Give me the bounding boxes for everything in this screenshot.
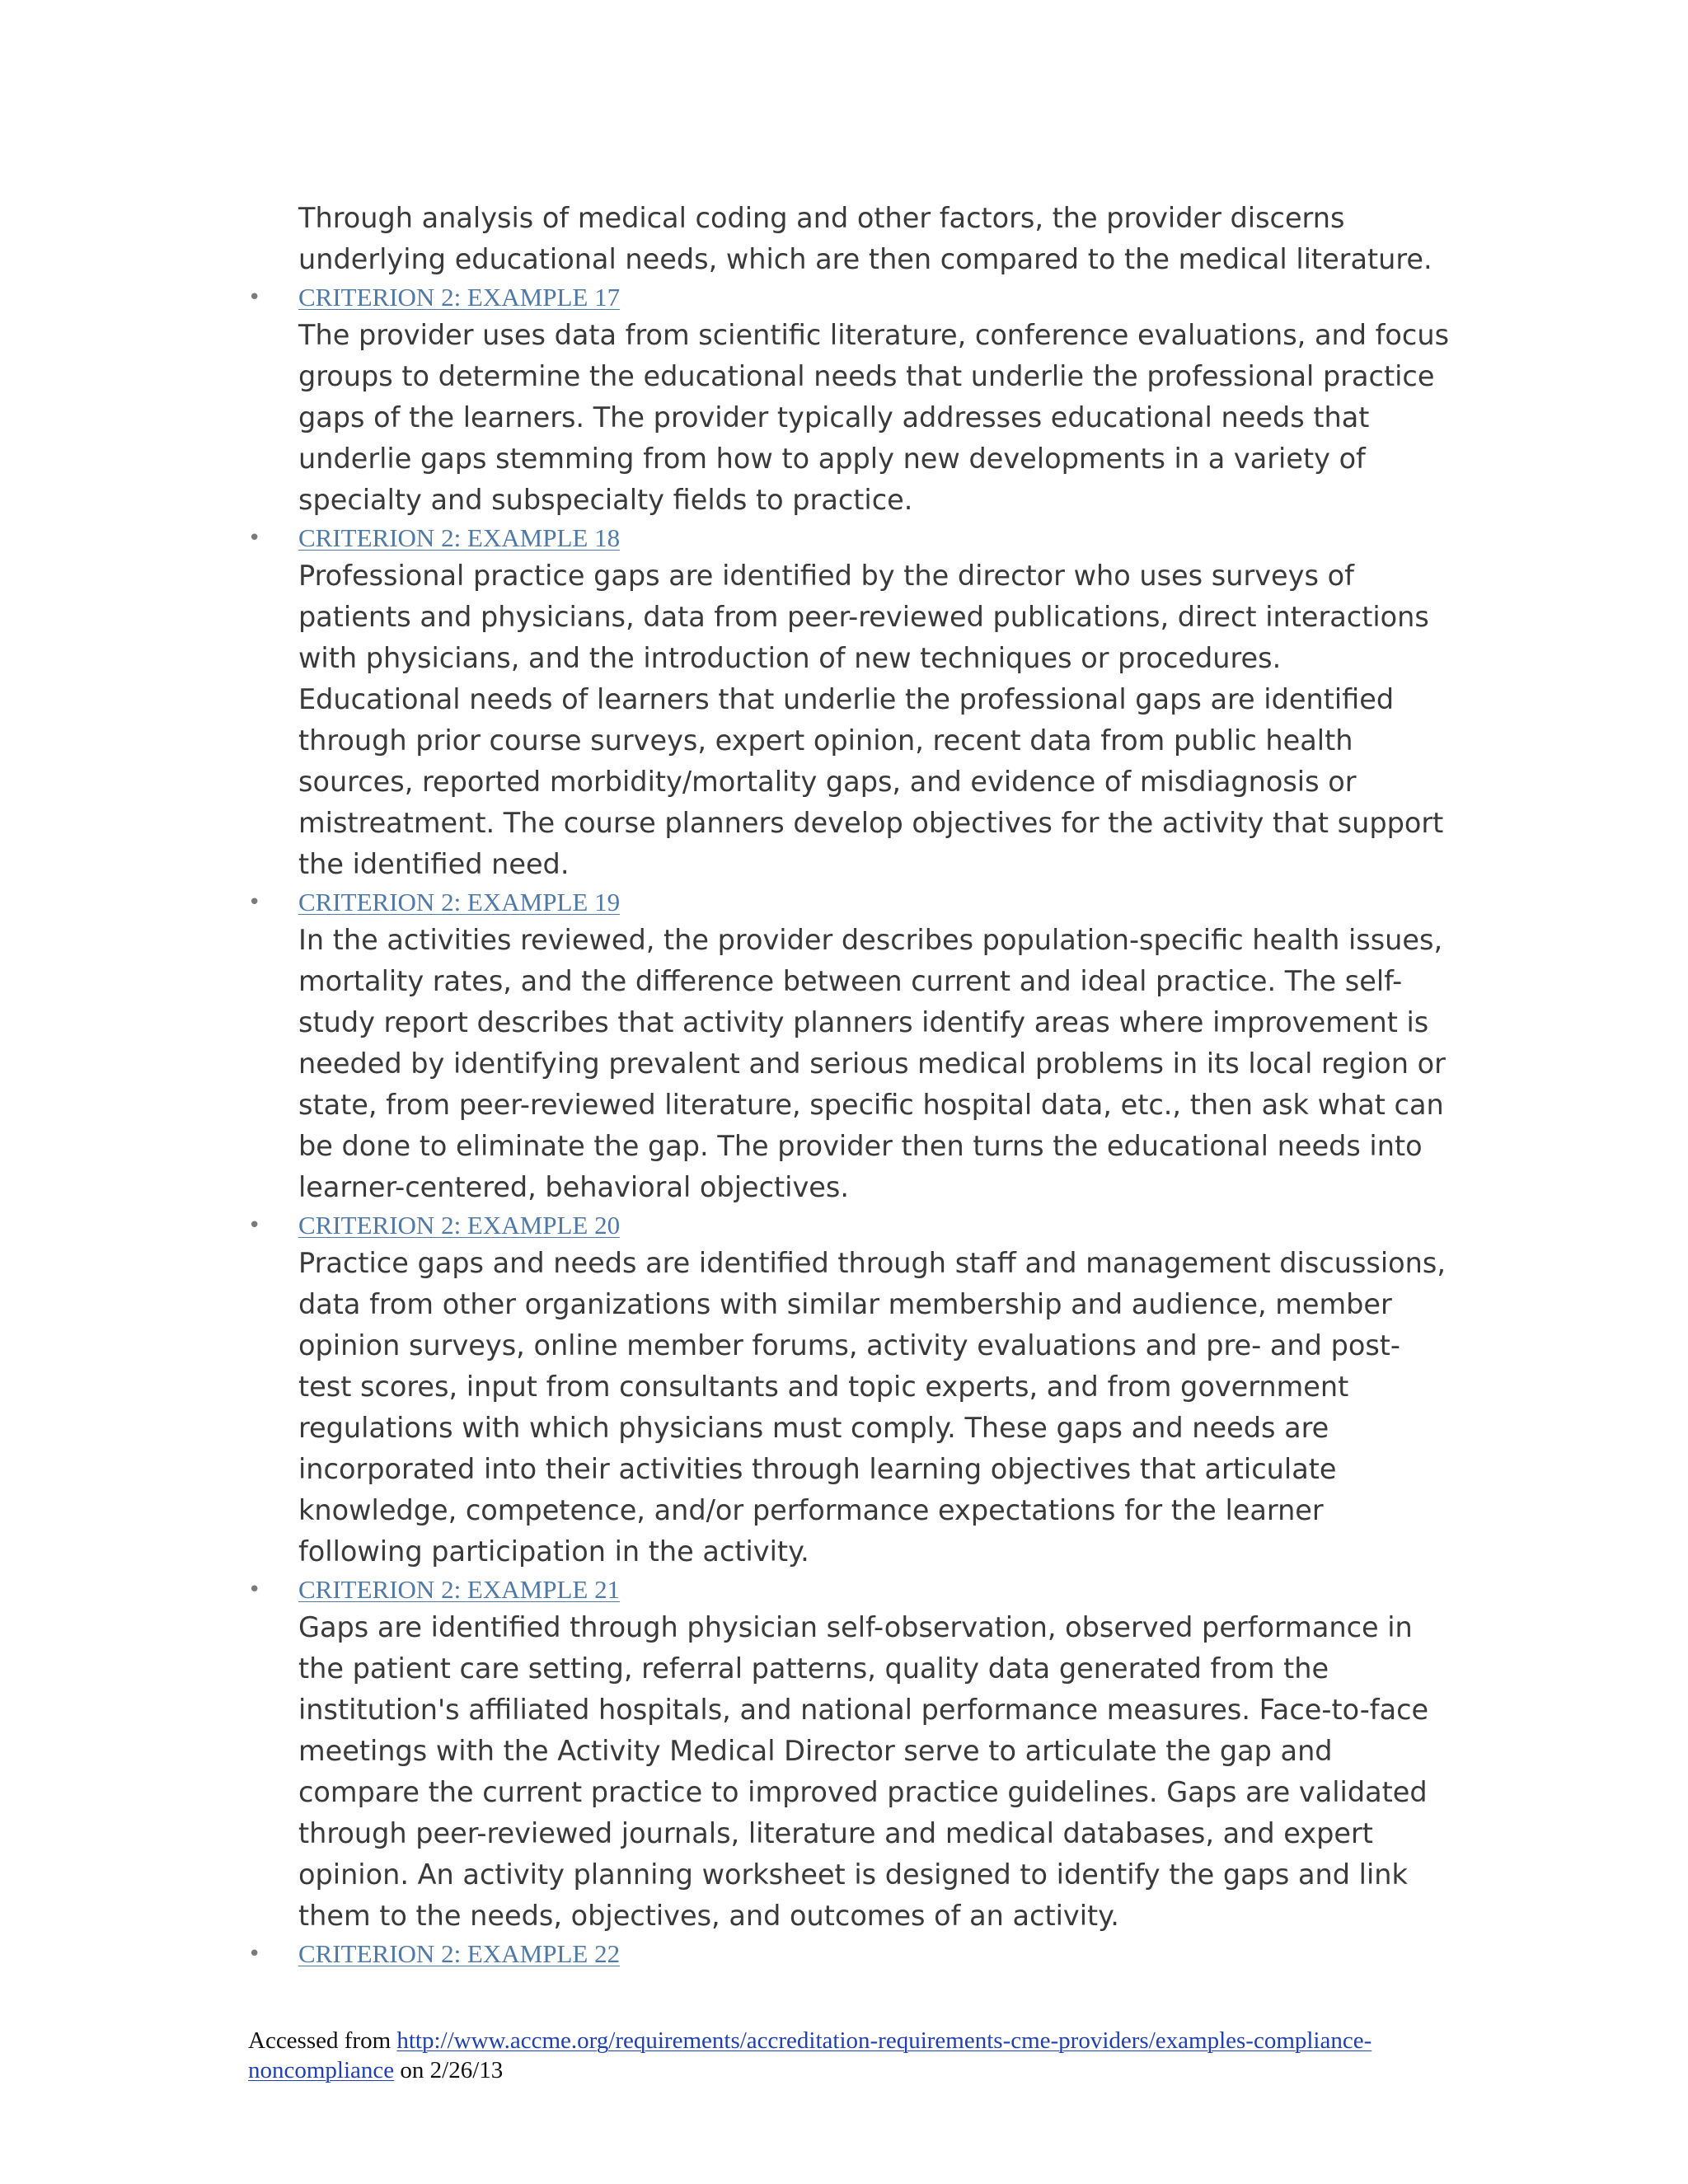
example-18-link[interactable]: CRITERION 2: EXAMPLE 18 (298, 523, 621, 552)
example-19-link[interactable]: CRITERION 2: EXAMPLE 19 (298, 888, 621, 916)
bullet-icon: • (248, 1213, 261, 1238)
examples-section (248, 198, 1451, 1971)
example-17-link[interactable]: CRITERION 2: EXAMPLE 17 (298, 283, 621, 312)
example-20-link[interactable]: CRITERION 2: EXAMPLE 20 (298, 1211, 621, 1240)
bullet-icon: • (248, 890, 261, 915)
bullet-icon: • (248, 1942, 261, 1966)
example-21-item (248, 1572, 1451, 1607)
example-21-description: Gaps are identified through physician self-observation, observed performance in the patient care setting, referral patterns, quality data generated from the institution's affiliated hospitals, and national performance measures. Face-to-face meetings with the Activity Medical Director serve to articulate the gap and compare the current practice to improved practice guidelines. Gaps are validated through peer-reviewed journals, literature and medical databases, and expert opinion. An activity planning worksheet is designed to identify the gaps and link them to the needs, objectives, and outcomes of an activity. (298, 1611, 1429, 1932)
example-17-description: The provider uses data from scientific literature, conference evaluations, and focus groups to determine the educational needs that underlie the professional practice gaps of the learners. The provider typically addresses educational needs that underlie gaps stemming from how to apply new developments in a variety of specialty and subspecialty fields to practice. (298, 319, 1450, 516)
footer-date: on 2/26/13 (394, 2057, 504, 2083)
bullet-icon: • (248, 526, 261, 551)
example-19-description: In the activities reviewed, the provider describes population-specific health issues, mortality rates, and the difference between current and ideal practice. The self-study report describes that activity planners identify areas where improvement is needed by identifying prevalent and serious medical problems in its local region or state, from peer-reviewed literature, specific hospital data, etc., then ask what can be done to eliminate the gap. The provider then turns the educational needs into learner-centered, behavioral objectives. (298, 924, 1446, 1203)
intro-paragraph: Through analysis of medical coding and other factors, the provider discerns underlying educational needs, which are then compared to the medical literature. (298, 202, 1432, 275)
example-17-item (248, 280, 1451, 315)
example-20-description: Practice gaps and needs are identified through staff and management discussions, data from other organizations with similar membership and audience, member opinion surveys, online member forums, activity evaluations and pre- and post-test scores, input from consultants and topic experts, and from government regulations with which physicians must comply. These gaps and needs are incorporated into their activities through learning objectives that articulate knowledge, competence, and/or performance expectations for the learner following participation in the activity. (298, 1247, 1446, 1568)
example-22-item (248, 1937, 1451, 1971)
example-18-item (248, 521, 1451, 555)
example-22-link[interactable]: CRITERION 2: EXAMPLE 22 (298, 1939, 621, 1968)
bullet-icon: • (248, 285, 261, 310)
source-url-link[interactable]: http://www.accme.org/requirements/accreditation-requirements-cme-providers/examples-compliance-noncompliance (248, 2027, 1372, 2083)
example-18-description: Professional practice gaps are identified by the director who uses surveys of patients and physicians, data from peer-reviewed publications, direct interactions with physicians, and the introduction of new techniques or procedures. Educational needs of learners that underlie the professional gaps are identified through prior course surveys, expert opinion, recent data from public health sources, reported morbidity/mortality gaps, and evidence of misdiagnosis or mistreatment. The course planners develop objectives for the activity that support the identified need. (298, 560, 1444, 880)
example-20-item (248, 1208, 1451, 1243)
footer-prefix: Accessed from (248, 2027, 397, 2054)
example-21-link[interactable]: CRITERION 2: EXAMPLE 21 (298, 1575, 621, 1604)
example-19-item (248, 885, 1451, 920)
bullet-icon: • (248, 1577, 261, 1602)
source-footer (248, 2026, 1451, 2085)
